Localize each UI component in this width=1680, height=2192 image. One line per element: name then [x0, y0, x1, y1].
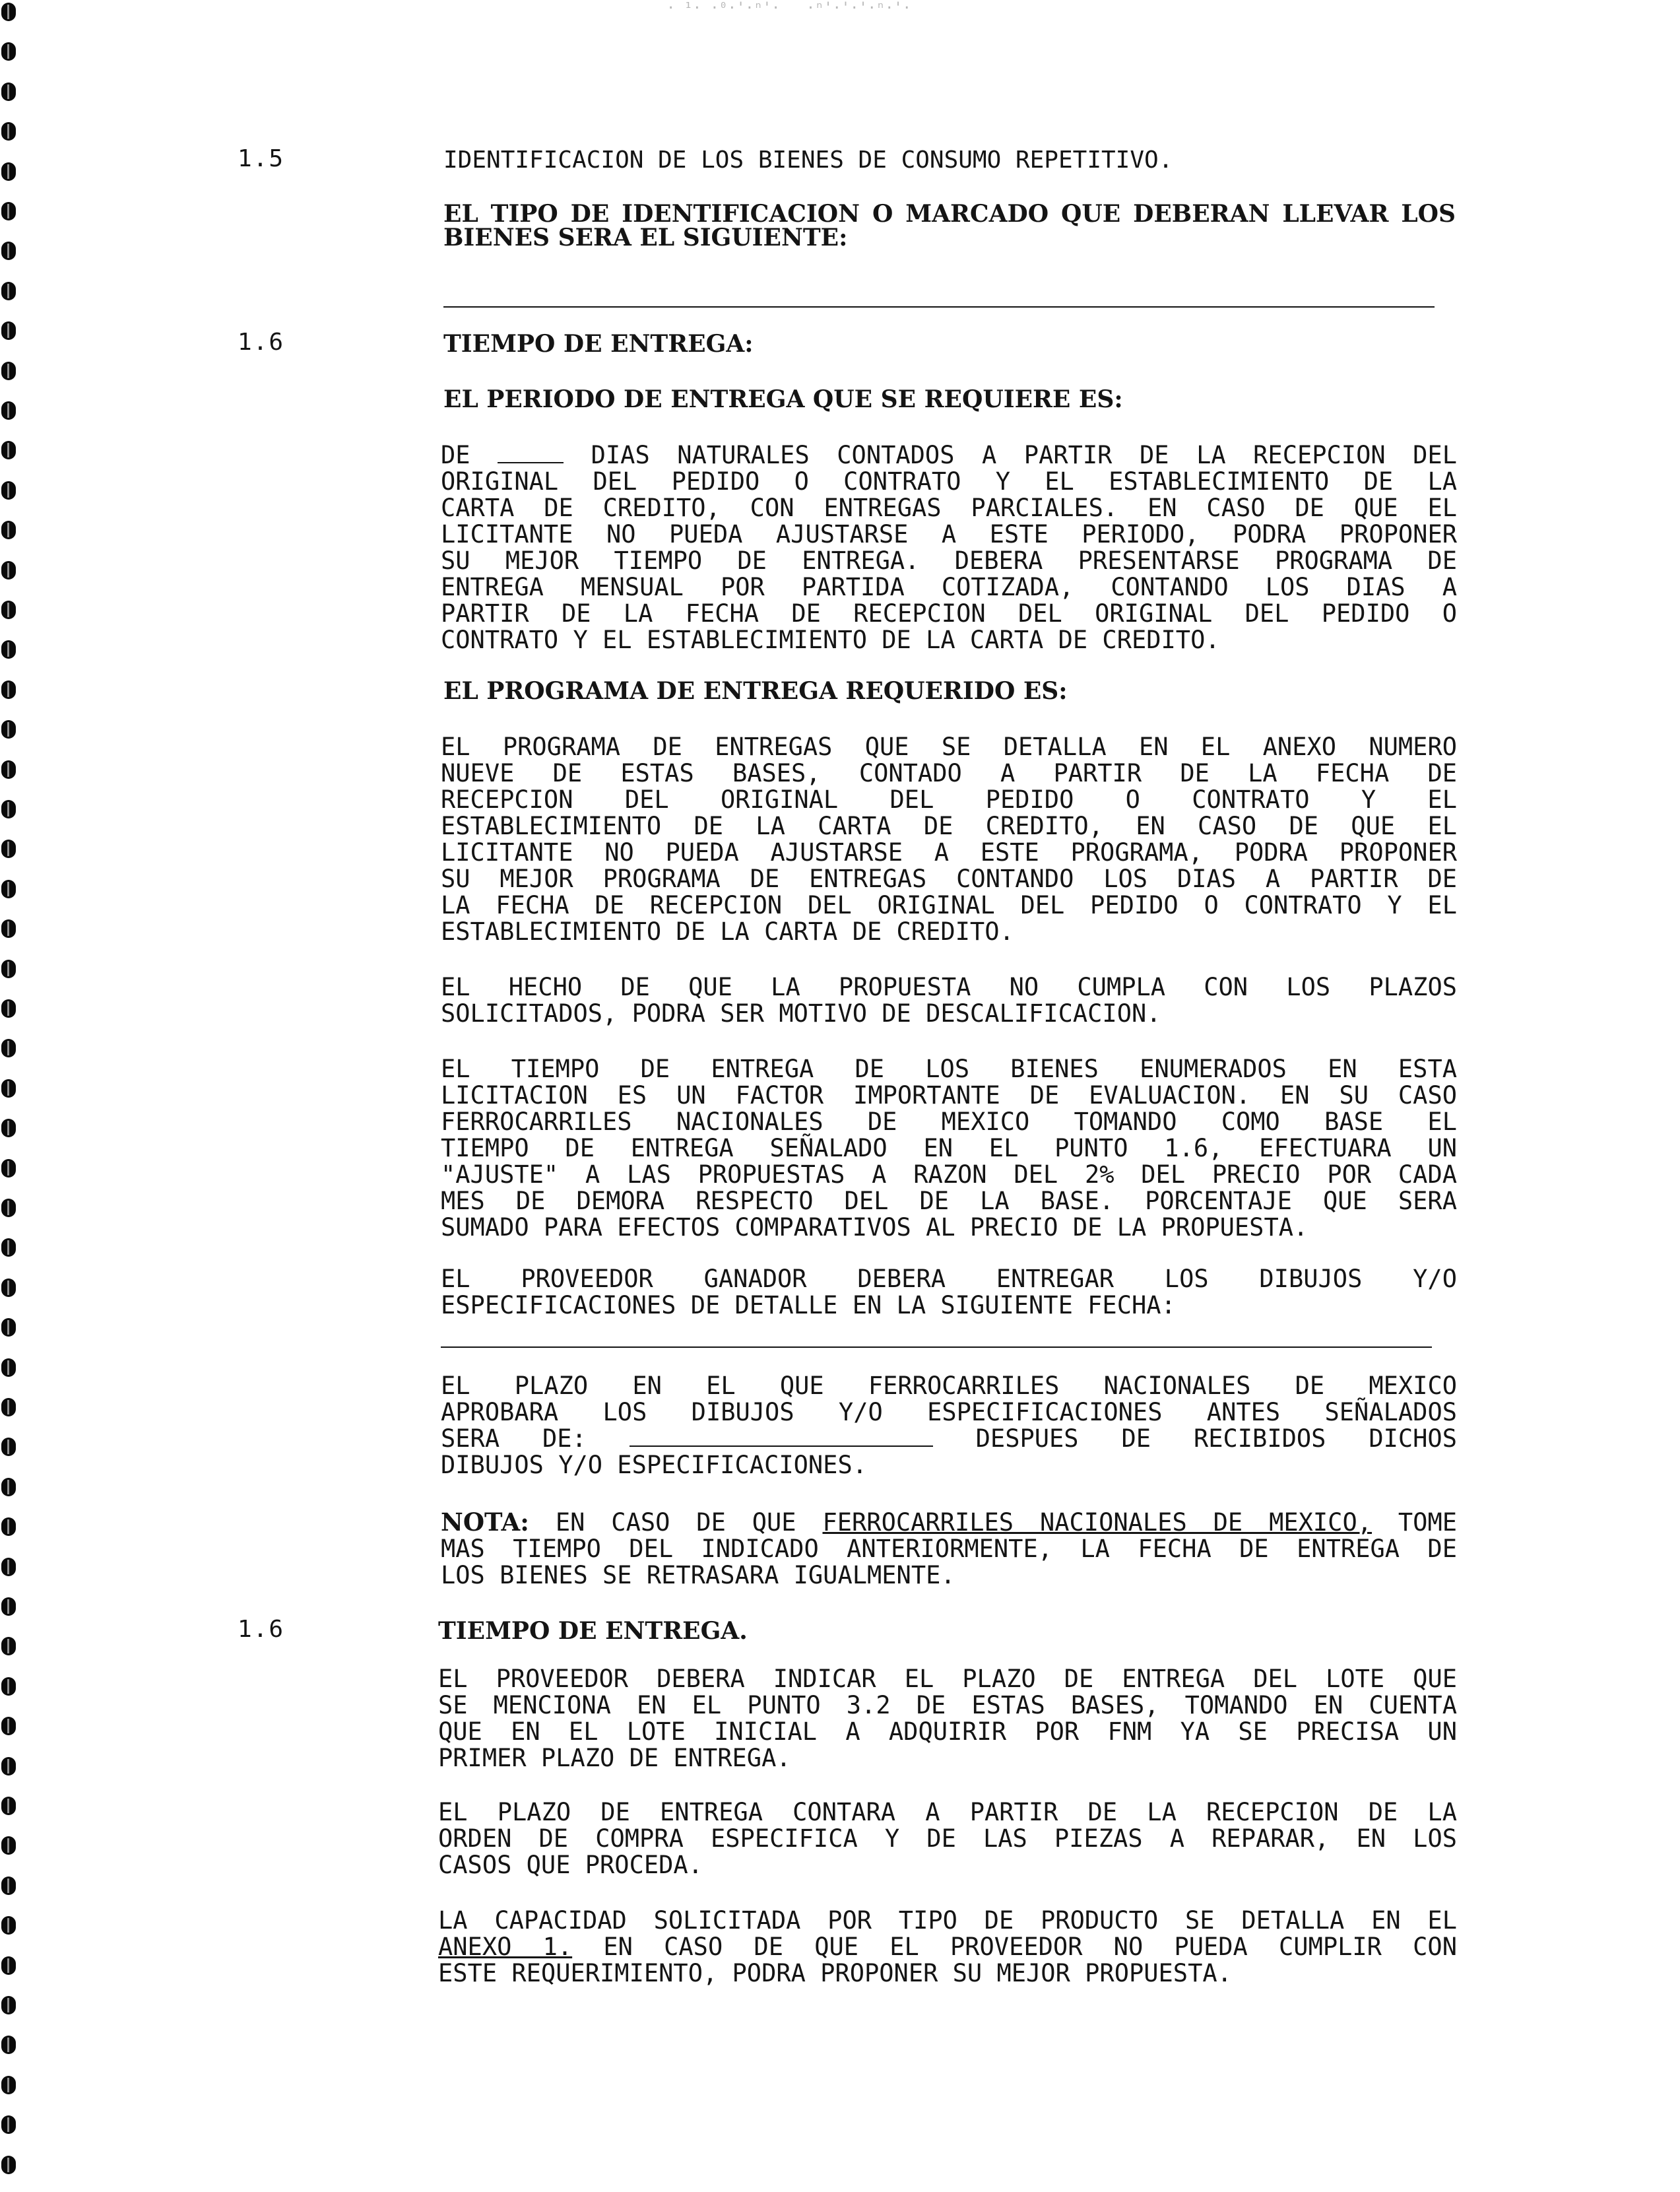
text-line: ENTREGA MENSUAL POR PARTIDA COTIZADA, CONTANDO LOS DIAS A [441, 573, 1457, 601]
text-line: PARTIR DE LA FECHA DE RECEPCION DEL ORIGINAL DEL PEDIDO O [441, 599, 1457, 628]
text-line: PRIMER PLAZO DE ENTREGA. [438, 1744, 791, 1772]
paragraph-periodo [441, 442, 1457, 653]
feed-hole [1, 1517, 16, 1536]
text-line: LICITANTE NO PUEDA AJUSTARSE A ESTE PROGRAMA, PODRA PROPONER [441, 838, 1457, 867]
feed-hole [1, 1159, 16, 1178]
paragraph-tiempo [441, 1056, 1457, 1241]
text-line: QUE EN EL LOTE INICIAL A ADQUIRIR POR FNM YA SE PRECISA UN [438, 1717, 1457, 1746]
text-line: LOS BIENES SE RETRASARA IGUALMENTE. [441, 1561, 955, 1589]
feed-hole [1, 2115, 16, 2134]
paragraph-programa [441, 734, 1457, 945]
paragraph-marking [443, 202, 1456, 249]
text-line: EL TIEMPO DE ENTREGA DE LOS BIENES ENUMERADOS EN ESTA [441, 1055, 1457, 1083]
text-line: APROBARA LOS DIBUJOS Y/O ESPECIFICACIONES ANTES SEÑALADOS [441, 1398, 1457, 1426]
subheading-programa: EL PROGRAMA DE ENTREGA REQUERIDO ES: [443, 677, 1068, 705]
section-number: 1.6 [238, 1616, 285, 1643]
feed-hole [1, 1956, 16, 1975]
text-line: EL PROGRAMA DE ENTREGAS QUE SE DETALLA EN EL ANEXO NUMERO [441, 733, 1457, 761]
feed-hole [1, 401, 16, 420]
text-line: EL TIPO DE IDENTIFICACION O MARCADO QUE DEBERAN LLEVAR LOS [443, 200, 1456, 228]
feed-hole [1, 1438, 16, 1456]
feed-hole [1, 321, 16, 340]
text-fragment: EN CASO DE QUE EL PROVEEDOR NO PUEDA CUMPLIR CON [603, 1933, 1457, 1961]
section-number: 1.5 [238, 145, 285, 172]
feed-hole [1, 1398, 16, 1416]
text-line: LICITACION ES UN FACTOR IMPORTANTE DE EVALUACION. EN SU CASO [441, 1081, 1457, 1110]
scan-artifact: · ¹· ·⁰·'·ⁿ'· ·ⁿ'·'·'·ⁿ·'· [666, 0, 911, 17]
text-line: LA CAPACIDAD SOLICITADA POR TIPO DE PRODUCTO SE DETALLA EN EL [438, 1906, 1457, 1935]
paragraph-nota [441, 1509, 1457, 1589]
text-line: CARTA DE CREDITO, CON ENTREGAS PARCIALES. EN CASO DE QUE EL [441, 494, 1457, 522]
text-line: NUEVE DE ESTAS BASES, CONTADO A PARTIR DE LA FECHA DE [441, 759, 1457, 787]
text-fragment: TOME [1398, 1508, 1458, 1537]
subheading-periodo: EL PERIODO DE ENTREGA QUE SE REQUIERE ES: [443, 385, 1123, 413]
feed-hole [1, 561, 16, 580]
feed-hole [1, 3, 16, 21]
text-line: ORDEN DE COMPRA ESPECIFICA Y DE LAS PIEZAS A REPARAR, EN LOS [438, 1824, 1457, 1853]
text-line: MES DE DEMORA RESPECTO DEL DE LA BASE. PORCENTAJE QUE SERA [441, 1187, 1457, 1215]
feed-hole [1, 1478, 16, 1496]
feed-hole [1, 162, 16, 181]
feed-hole [1, 122, 16, 141]
text-line: "AJUSTE" A LAS PROPUESTAS A RAZON DEL 2% DEL PRECIO POR CADA [441, 1160, 1457, 1189]
blank-plazo [630, 1445, 933, 1447]
text-line: CASOS QUE PROCEDA. [438, 1851, 703, 1879]
text-line: ESTABLECIMIENTO DE LA CARTA DE CREDITO, EN CASO DE QUE EL [441, 812, 1457, 840]
feed-hole [1, 1279, 16, 1297]
section-heading: TIEMPO DE ENTREGA. [438, 1617, 748, 1645]
feed-hole [1, 1119, 16, 1137]
paragraph-proveedor [441, 1266, 1457, 1319]
feed-hole [1, 880, 16, 898]
feed-hole [1, 362, 16, 380]
feed-hole [1, 1916, 16, 1935]
text-line: ESPECIFICACIONES DE DETALLE EN LA SIGUIENTE FECHA: [441, 1291, 1176, 1319]
feed-hole [1, 720, 16, 739]
text-line [441, 1509, 1457, 1536]
text-line: LA FECHA DE RECEPCION DEL ORIGINAL DEL PEDIDO O CONTRATO Y EL [441, 891, 1457, 919]
text-line: SU MEJOR TIEMPO DE ENTREGA. DEBERA PRESENTARSE PROGRAMA DE [441, 547, 1457, 575]
text-line: SU MEJOR PROGRAMA DE ENTREGAS CONTANDO LOS DIAS A PARTIR DE [441, 865, 1457, 893]
feed-hole [1, 1876, 16, 1895]
text-line [438, 1934, 1457, 1960]
text-line [441, 442, 1457, 469]
paragraph-capacidad [438, 1908, 1457, 1987]
nota-label: NOTA: [441, 1508, 529, 1537]
text-fragment: DE [441, 441, 470, 469]
feed-hole [1, 999, 16, 1018]
blank-days [498, 462, 564, 463]
feed-hole [1, 282, 16, 300]
feed-hole [1, 840, 16, 858]
feed-hole [1, 1836, 16, 1855]
text-line: RECEPCION DEL ORIGINAL DEL PEDIDO O CONTRATO Y EL [441, 785, 1457, 814]
section-heading: TIEMPO DE ENTREGA: [443, 330, 754, 358]
feed-hole [1, 1318, 16, 1337]
feed-hole [1, 960, 16, 978]
text-line: ESTABLECIMIENTO DE LA CARTA DE CREDITO. [441, 917, 1014, 946]
feed-hole [1, 2076, 16, 2094]
text-fragment: DIAS NATURALES CONTADOS A PARTIR DE LA RECEPCION DEL [591, 441, 1457, 469]
feed-hole [1, 42, 16, 61]
text-line: SUMADO PARA EFECTOS COMPARATIVOS AL PRECIO DE LA PROPUESTA. [441, 1213, 1308, 1242]
text-line: ORIGINAL DEL PEDIDO O CONTRATO Y EL ESTABLECIMIENTO DE LA [441, 467, 1457, 496]
feed-hole [1, 601, 16, 619]
feed-hole [1, 1677, 16, 1696]
feed-hole [1, 1199, 16, 1217]
feed-hole [1, 1717, 16, 1735]
feed-hole [1, 800, 16, 818]
feed-hole [1, 202, 16, 220]
text-line: CONTRATO Y EL ESTABLECIMIENTO DE LA CARTA DE CREDITO. [441, 626, 1220, 654]
paragraph-plazo [441, 1373, 1457, 1478]
text-line: FERROCARRILES NACIONALES DE MEXICO TOMANDO COMO BASE EL [441, 1108, 1457, 1136]
text-fragment: SERA DE: [441, 1424, 587, 1453]
text-line: ESTE REQUERIMIENTO, PODRA PROPONER SU MEJOR PROPUESTA. [438, 1959, 1232, 1987]
paragraph-contara [438, 1799, 1457, 1878]
text-fragment: DESPUES DE RECIBIDOS DICHOS [975, 1424, 1457, 1453]
feed-hole [1, 83, 16, 101]
feed-hole [1, 1597, 16, 1616]
text-line: EL PROVEEDOR DEBERA INDICAR EL PLAZO DE ENTREGA DEL LOTE QUE [438, 1665, 1457, 1693]
text-line: EL HECHO DE QUE LA PROPUESTA NO CUMPLA CON LOS PLAZOS [441, 973, 1457, 1001]
feed-hole [1, 1797, 16, 1815]
feed-hole [1, 1358, 16, 1377]
feed-hole [1, 1558, 16, 1576]
section-number: 1.6 [238, 329, 285, 356]
feed-hole [1, 681, 16, 699]
text-line: EL PROVEEDOR GANADOR DEBERA ENTREGAR LOS DIBUJOS Y/O [441, 1265, 1457, 1293]
text-line: EL PLAZO DE ENTREGA CONTARA A PARTIR DE LA RECEPCION DE LA [438, 1798, 1457, 1826]
text-line: SE MENCIONA EN EL PUNTO 3.2 DE ESTAS BASES, TOMANDO EN CUENTA [438, 1691, 1457, 1719]
feed-hole [1, 2156, 16, 2174]
text-fragment: EN CASO DE QUE [555, 1508, 796, 1537]
feed-hole [1, 481, 16, 500]
feed-hole [1, 919, 16, 938]
text-line: MAS TIEMPO DEL INDICADO ANTERIORMENTE, LA FECHA DE ENTREGA DE [441, 1535, 1457, 1563]
paragraph-lote [438, 1666, 1457, 1772]
text-line: BIENES SERA EL SIGUIENTE: [443, 224, 848, 251]
feed-hole [1, 441, 16, 459]
paragraph-hecho [441, 974, 1457, 1027]
feed-hole [1, 1637, 16, 1655]
fill-in-line [441, 1346, 1432, 1348]
tractor-feed-strip [0, 0, 20, 2192]
feed-hole [1, 1757, 16, 1776]
feed-hole [1, 1039, 16, 1057]
feed-hole [1, 1996, 16, 2014]
feed-hole [1, 640, 16, 659]
text-line: LICITANTE NO PUEDA AJUSTARSE A ESTE PERIODO, PODRA PROPONER [441, 520, 1457, 548]
feed-hole [1, 2036, 16, 2054]
feed-hole [1, 1238, 16, 1257]
section-heading: IDENTIFICACION DE LOS BIENES DE CONSUMO REPETITIVO. [443, 147, 1173, 174]
underlined-text: ANEXO 1. [438, 1933, 573, 1961]
feed-hole [1, 1079, 16, 1098]
fill-in-line [443, 306, 1435, 308]
feed-hole [1, 760, 16, 779]
text-line: DIBUJOS Y/O ESPECIFICACIONES. [441, 1451, 868, 1479]
text-line: EL PLAZO EN EL QUE FERROCARRILES NACIONALES DE MEXICO [441, 1372, 1457, 1400]
underlined-text: FERROCARRILES NACIONALES DE MEXICO, [822, 1508, 1372, 1537]
text-line: SOLICITADOS, PODRA SER MOTIVO DE DESCALIFICACION. [441, 999, 1161, 1028]
feed-hole [1, 521, 16, 539]
text-line [441, 1426, 1457, 1452]
feed-hole [1, 242, 16, 260]
text-line: TIEMPO DE ENTREGA SEÑALADO EN EL PUNTO 1.6, EFECTUARA UN [441, 1134, 1457, 1162]
